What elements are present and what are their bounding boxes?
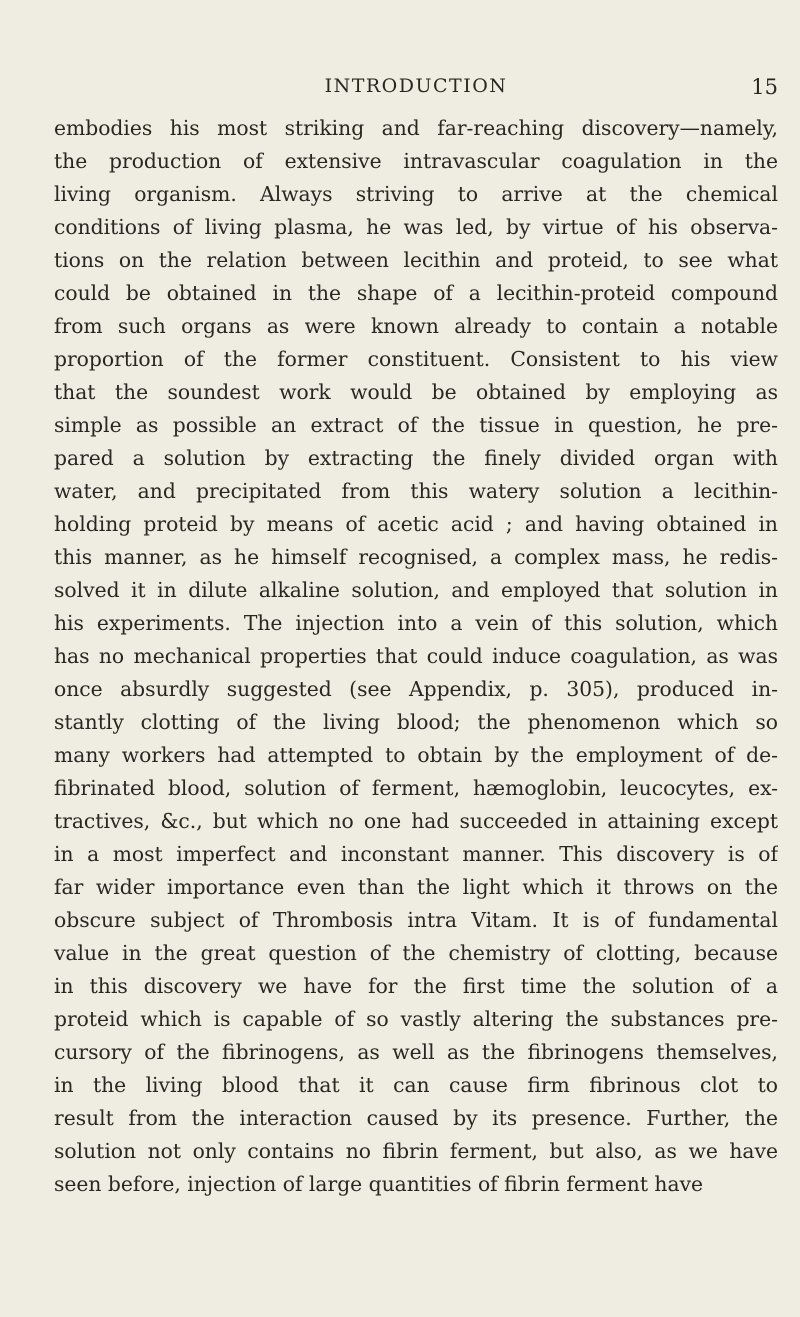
text-line: from such organs as were known already to contain a notable [54, 314, 778, 338]
text-line: value in the great question of the chemistry of clotting, because [54, 941, 778, 965]
text-line: proportion of the former constituent. Consistent to his view [54, 347, 778, 371]
text-line: simple as possible an extract of the tissue in question, he pre- [54, 413, 778, 437]
text-line: in a most imperfect and inconstant manner. This discovery is of [54, 842, 778, 866]
page-number: 15 [751, 75, 778, 99]
text-line: tractives, &c., but which no one had succeeded in attaining except [54, 809, 778, 833]
text-line: water, and precipitated from this watery solution a lecithin- [54, 479, 778, 503]
running-head [54, 75, 778, 105]
text-line: obscure subject of Thrombosis intra Vitam. It is of fundamental [54, 908, 778, 932]
text-line: solution not only contains no fibrin ferment, but also, as we have [54, 1139, 778, 1163]
text-line: in the living blood that it can cause firm fibrinous clot to [54, 1073, 778, 1097]
body-text [54, 112, 778, 1201]
text-line: proteid which is capable of so vastly altering the substances pre- [54, 1007, 778, 1031]
text-line: result from the interaction caused by its presence. Further, the [54, 1106, 778, 1130]
text-line: once absurdly suggested (see Appendix, p. 305), produced in- [54, 677, 778, 701]
text-line: stantly clotting of the living blood; the phenomenon which so [54, 710, 778, 734]
text-line: many workers had attempted to obtain by the employment of de- [54, 743, 778, 767]
running-head-title: INTRODUCTION [324, 75, 508, 97]
text-line: could be obtained in the shape of a lecithin-proteid compound [54, 281, 778, 305]
text-line: holding proteid by means of acetic acid ; and having obtained in [54, 512, 778, 536]
text-line: this manner, as he himself recognised, a complex mass, he redis- [54, 545, 778, 569]
text-line: has no mechanical properties that could induce coagulation, as was [54, 644, 778, 668]
text-line: pared a solution by extracting the finely divided organ with [54, 446, 778, 470]
text-line: cursory of the fibrinogens, as well as the fibrinogens themselves, [54, 1040, 778, 1064]
text-line: seen before, injection of large quantities of fibrin ferment have [54, 1172, 704, 1196]
text-line: conditions of living plasma, he was led, by virtue of his observa- [54, 215, 778, 239]
text-line: his experiments. The injection into a vein of this solution, which [54, 611, 778, 635]
text-line: fibrinated blood, solution of ferment, hæmoglobin, leucocytes, ex- [54, 776, 778, 800]
text-line: solved it in dilute alkaline solution, and employed that solution in [54, 578, 778, 602]
text-line: living organism. Always striving to arrive at the chemical [54, 182, 778, 206]
text-line: embodies his most striking and far-reaching discovery—namely, [54, 116, 778, 140]
text-line: the production of extensive intravascular coagulation in the [54, 149, 778, 173]
text-line: that the soundest work would be obtained by employing as [54, 380, 778, 404]
text-line: far wider importance even than the light which it throws on the [54, 875, 778, 899]
text-line: in this discovery we have for the first time the solution of a [54, 974, 778, 998]
text-line: tions on the relation between lecithin and proteid, to see what [54, 248, 778, 272]
